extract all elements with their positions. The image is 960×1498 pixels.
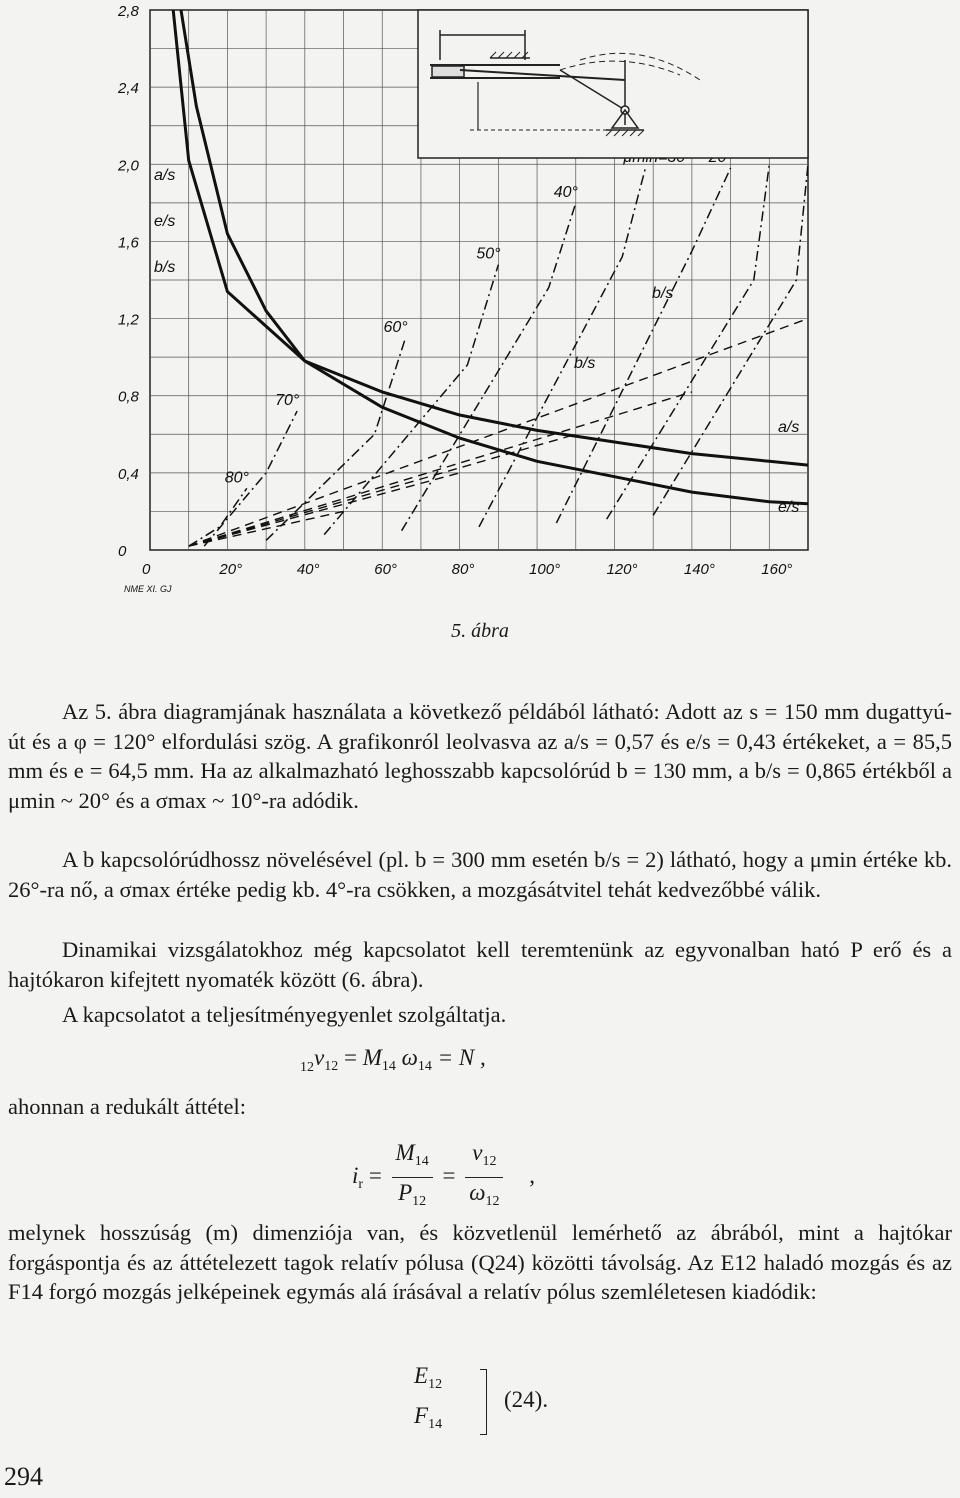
- figure-caption: 5. ábra: [451, 620, 509, 642]
- mechanism-inset: [418, 10, 808, 158]
- paragraph-5: melynek hosszúság (m) dimenziója van, és közvetlenül lemérhető az ábrából, mint a hajtókar forgáspontja és az áttételezett tagok relatív pólusa (Q24) közötti távolság. Az E12 haladó mozgás és az F14 forgó mozgás jelképeinek egymás alá írásával a relatív pólus szemléletesen kiadódik:: [8, 1220, 952, 1304]
- y-tick-label: 1,2: [118, 311, 139, 329]
- eq3-number: (24).: [504, 1387, 549, 1412]
- eq2-P-subscript: 12: [412, 1194, 427, 1209]
- eq1-N: = N ,: [431, 1045, 486, 1070]
- curve-label: a/s: [778, 419, 800, 436]
- page-number: 294: [4, 1462, 43, 1491]
- x-tick-label: 60°: [374, 561, 397, 578]
- eq2-omega: ω: [469, 1180, 486, 1205]
- y-axis-label: e/s: [154, 213, 176, 230]
- eq2-fraction-2: [465, 1138, 503, 1217]
- y-axis-label: a/s: [154, 167, 176, 184]
- eq1-v-subscript: 12: [324, 1059, 339, 1074]
- y-tick-label: 2,0: [118, 157, 139, 175]
- eq2-M-subscript: 14: [414, 1154, 429, 1169]
- equation-1: [300, 1045, 486, 1076]
- eq3-F-subscript: 14: [428, 1417, 443, 1432]
- y-axis-label: b/s: [154, 259, 176, 276]
- eq2-omega-subscript: 12: [485, 1194, 500, 1209]
- curve-label: e/s: [778, 499, 800, 516]
- x-tick-label: 20°: [219, 561, 243, 578]
- equation-3: [414, 1363, 574, 1443]
- eq2-v: v: [472, 1140, 483, 1165]
- paragraph-after-eq1: ahonnan a redukált áttétel:: [8, 1094, 247, 1119]
- eq2-M: M: [395, 1140, 415, 1165]
- x-tick-label: 160°: [761, 561, 793, 578]
- paragraph-1: Az 5. ábra diagramjának használata a következő példából látható: Adott az s = 150 mm dugattyú-út és a φ = 120° elfordulási szög. A grafikonról leolvasva az a/s = 0,57 és e/s = 0,43 értékeket, a = 85,5 mm és e = 64,5 mm. Ha az alkalmazható leghosszabb kapcsolórúd b = 130 mm, a b/s = 0,865 értékből a μmin ~ 20° és a σmax ~ 10°-ra adódik.: [8, 699, 952, 813]
- eq2-equals: =: [442, 1162, 456, 1188]
- y-tick-label: 1,6: [118, 234, 139, 252]
- eq2-comma: ,: [529, 1162, 535, 1188]
- y-tick-label: 2,8: [118, 3, 139, 20]
- eq3-E-subscript: 12: [428, 1377, 443, 1392]
- x-tick-label: 120°: [606, 561, 638, 578]
- curve-label: b/s: [652, 285, 674, 302]
- eq2-P: P: [398, 1180, 413, 1205]
- eq1-omega: ω: [401, 1045, 418, 1070]
- mu-min-curve: [266, 338, 405, 541]
- eq1-v: v: [314, 1045, 325, 1070]
- eq1-M-subscript: 14: [381, 1059, 396, 1074]
- figure-chart: [0, 0, 960, 610]
- mu-min-label: 40°: [553, 183, 578, 201]
- eq3-F: F: [414, 1403, 429, 1428]
- mu-min-curve: [204, 411, 297, 546]
- eq2-i: i: [352, 1162, 359, 1188]
- mu-min-label: 60°: [383, 318, 408, 336]
- paragraph-4: A kapcsolatot a teljesítményegyenlet szolgáltatja.: [62, 1002, 507, 1027]
- x-tick-label: 40°: [296, 561, 320, 578]
- curve-label: b/s: [574, 355, 596, 372]
- eq3-bracket: [480, 1369, 487, 1435]
- plate-mark: NME XI. GJ: [124, 584, 172, 594]
- eq1-equals: =: [338, 1045, 363, 1070]
- x-tick-label: 140°: [683, 561, 715, 578]
- mu-min-label: 80°: [224, 469, 249, 487]
- eq2-i-subscript: r: [358, 1176, 364, 1192]
- x-tick-label: 0: [142, 561, 151, 578]
- y-tick-label: 0,4: [118, 465, 139, 483]
- eq1-p-subscript: 12: [300, 1060, 314, 1075]
- y-tick-label: 0,8: [118, 388, 139, 406]
- mu-min-label: 70°: [275, 392, 300, 410]
- eq1-M: M: [362, 1045, 382, 1070]
- eq2-v-subscript: 12: [482, 1154, 497, 1169]
- y-tick-label: 0: [118, 543, 127, 560]
- paragraph-2: A b kapcsolórúdhossz növelésével (pl. b = 300 mm esetén b/s = 2) látható, hogy a μmin értéke kb. 26°-ra nő, a σmax értéke pedig kb. 4°-ra csökken, a mozgásátvitel tehát kedvezőbbé válik.: [8, 847, 952, 902]
- b-s-curve: [189, 392, 692, 546]
- eq2-fraction-1: [392, 1138, 433, 1217]
- eq1-omega-subscript: 14: [417, 1059, 432, 1074]
- x-tick-label: 100°: [529, 561, 561, 578]
- eq3-E: E: [414, 1363, 429, 1388]
- equation-2: $i_r$ = $\frac{M_{14}}{P_{12}}$ = $\frac{v_{12}}{\omega_{12}}$ ,: [352, 1138, 535, 1217]
- paragraph-3: Dinamikai vizsgálatokhoz még kapcsolatot kell teremtenünk az egyvonalban ható P erő és a hajtókaron kifejtett nyomaték között (6. ábra).: [8, 937, 952, 992]
- x-tick-label: 80°: [451, 561, 475, 578]
- mu-min-label: 50°: [476, 245, 501, 263]
- y-tick-label: 2,4: [118, 80, 139, 98]
